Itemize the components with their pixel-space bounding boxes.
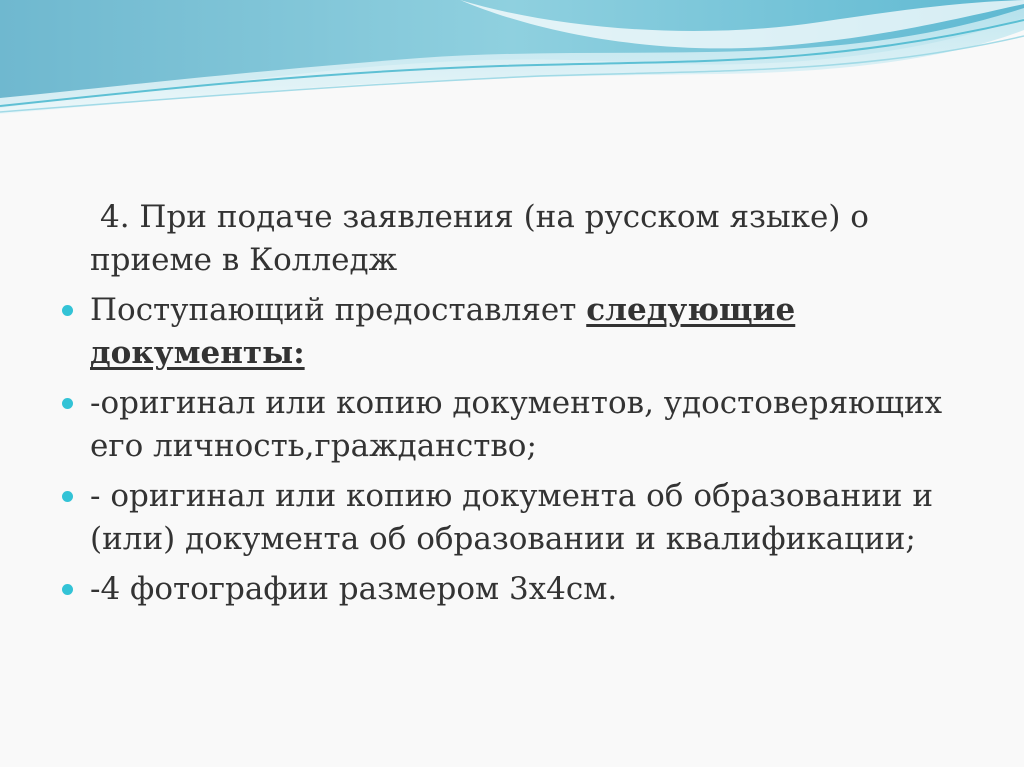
slide-body (62, 196, 962, 618)
list-item (62, 568, 962, 611)
wave-header-decoration (0, 0, 1024, 140)
list-item-emphasis: следующие документы: (90, 292, 796, 371)
bullet-dot-icon (62, 305, 73, 316)
list-item (62, 289, 962, 375)
intro-line-2: приеме в Колледж (90, 242, 398, 278)
list-item-text: - оригинал или копию документа об образовании и (или) документа об образовании и квалификации; (90, 478, 933, 557)
list-item (62, 382, 962, 468)
bullet-dot-icon (62, 491, 73, 502)
list-item (62, 475, 962, 561)
intro-paragraph (62, 196, 962, 282)
list-item-text: -4 фотографии размером 3х4см. (90, 571, 618, 607)
bullet-dot-icon (62, 398, 73, 409)
intro-line-1: 4. При подаче заявления (на русском языке) о (100, 199, 869, 235)
list-item-text: Поступающий предоставляет (90, 292, 587, 328)
document-list (62, 289, 962, 611)
list-item-text: -оригинал или копию документов, удостоверяющих его личность,гражданство; (90, 385, 943, 464)
bullet-dot-icon (62, 584, 73, 595)
